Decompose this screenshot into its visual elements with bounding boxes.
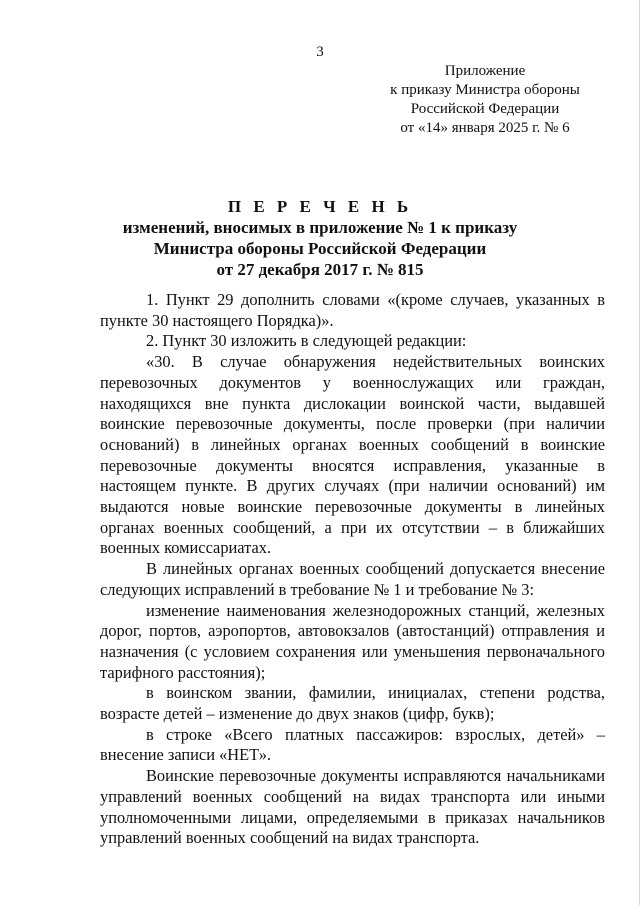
appendix-line-1: Приложение xyxy=(444,63,526,79)
title-line-4: от 27 декабря 2017 г. № 815 xyxy=(216,260,424,279)
title-line-2: изменений, вносимых в приложение № 1 к приказу xyxy=(122,218,518,237)
document-title xyxy=(0,196,640,280)
document-body xyxy=(100,290,605,849)
title-line-1: П Е Р Е Ч Е Н Ь xyxy=(227,197,413,216)
appendix-line-2: к приказу Министра обороны xyxy=(390,82,580,98)
paragraph: в воинском звании, фамилии, инициалах, степени родства, возрасте детей – изменение до двух знаков (цифр, букв); xyxy=(100,683,605,724)
paragraph: изменение наименования железнодорожных станций, железных дорог, портов, аэропортов, автовокзалов (автостанций) отправления и назначения (с условием сохранения или уменьшения первоначального тарифного расстояния); xyxy=(100,600,605,682)
paragraph: «30. В случае обнаружения недействительных воинских перевозочных документов у военнослужащих или граждан, находящихся вне пункта дислокации воинской части, выдавшей воинские перевозочные документы, после проверки (при наличии оснований) в линейных органах военных сообщений в воинские перевозочные документы вносятся исправления, указанные в настоящем пункте. В других случаях (при наличии оснований) им выдаются новые воинские перевозочные документы в линейных органах военных сообщений, а при их отсутствии – в ближайших военных комиссариатах. xyxy=(100,352,605,558)
paragraph: в строке «Всего платных пассажиров: взрослых, детей» – внесение записи «НЕТ». xyxy=(100,724,605,765)
appendix-header xyxy=(360,62,610,138)
paragraph: 1. Пункт 29 дополнить словами «(кроме случаев, указанных в пункте 30 настоящего Порядка)». xyxy=(100,290,605,330)
paragraph: 2. Пункт 30 изложить в следующей редакции: xyxy=(146,331,467,351)
paragraph: Воинские перевозочные документы исправляются начальниками управлений военных сообщений на видах транспорта или иными уполномоченными лицами, определяемыми в приказах начальников управлений военных сообщений на видах транспорта. xyxy=(100,766,605,848)
appendix-line-4: от «14» января 2025 г. № 6 xyxy=(400,120,570,136)
page-number: 3 xyxy=(316,44,324,60)
appendix-line-3: Российской Федерации xyxy=(410,101,560,117)
paragraph: В линейных органах военных сообщений допускается внесение следующих исправлений в требование № 1 и требование № 3: xyxy=(100,559,605,599)
title-line-3: Министра обороны Российской Федерации xyxy=(153,239,487,258)
